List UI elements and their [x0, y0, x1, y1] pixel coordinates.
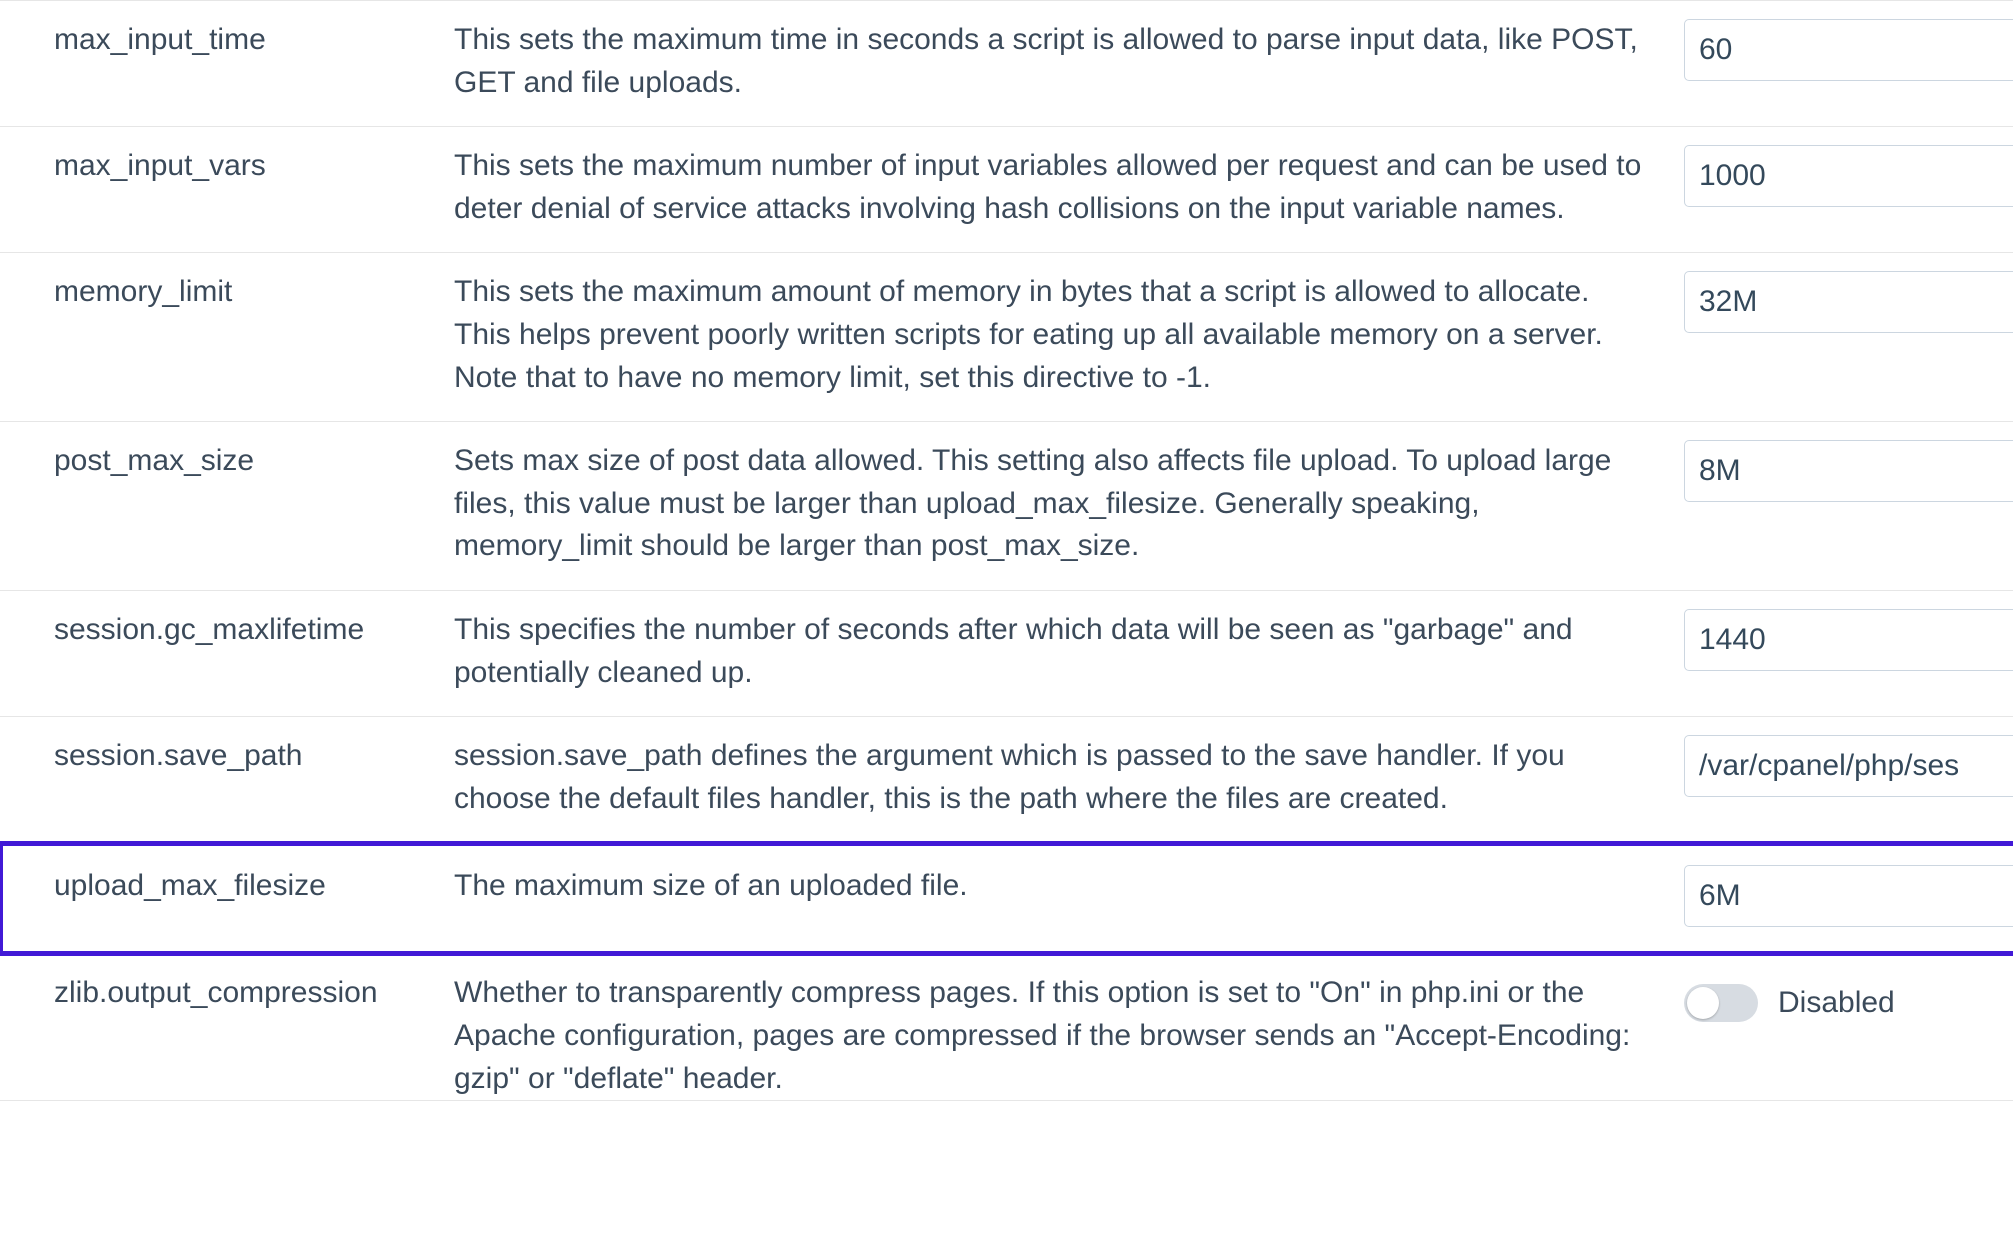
- directive-name-cell: [0, 422, 454, 591]
- table-row: [0, 422, 2013, 591]
- table-row: [0, 590, 2013, 716]
- directive-value-cell: [1684, 422, 2013, 591]
- directive-name: zlib.output_compression: [54, 976, 378, 1010]
- directive-name-cell: [0, 717, 454, 843]
- directive-value-cell: [1684, 954, 2013, 1101]
- directive-name: post_max_size: [54, 444, 255, 478]
- directive-value-cell: [1684, 717, 2013, 843]
- directive-name: session.save_path: [54, 739, 303, 773]
- table-row: [0, 253, 2013, 422]
- directive-description-cell: [454, 253, 1684, 422]
- directive-name-cell: [0, 843, 454, 954]
- directive-description: Whether to transparently compress pages. If this option is set to "On" in php.ini or the Apache configuration, pages are compressed if the browser sends an "Accept-Encoding: gzip" or "deflate" header.: [454, 976, 1631, 1095]
- directive-description-cell: [454, 1, 1684, 127]
- memory-limit-input[interactable]: 32M: [1684, 271, 2013, 333]
- directive-name: session.gc_maxlifetime: [54, 612, 365, 646]
- max-input-time-input[interactable]: 60: [1684, 19, 2013, 81]
- directive-value-cell: [1684, 1, 2013, 127]
- directive-description: This sets the maximum time in seconds a script is allowed to parse input data, like POST, GET and file uploads.: [454, 23, 1638, 99]
- directive-description: This sets the maximum number of input variables allowed per request and can be used to deter denial of service attacks involving hash collisions on the input variable names.: [454, 149, 1642, 225]
- table-row: [0, 954, 2013, 1101]
- toggle-knob-icon: [1687, 987, 1719, 1019]
- directive-description-cell: [454, 717, 1684, 843]
- table-row: [0, 717, 2013, 843]
- table-row: [0, 1, 2013, 127]
- directive-name-cell: [0, 954, 454, 1101]
- directive-name-cell: [0, 1, 454, 127]
- directive-name: memory_limit: [54, 275, 233, 309]
- directive-description: Sets max size of post data allowed. This setting also affects file upload. To upload large files, this value must be larger than upload_max_filesize. Generally speaking, memory_limit should be larger than post_max_size.: [454, 444, 1612, 563]
- directive-name: max_input_time: [54, 23, 266, 56]
- directive-name-cell: [0, 127, 454, 253]
- toggle-state-label: Disabled: [1778, 986, 1895, 1020]
- directive-value-cell: [1684, 590, 2013, 716]
- directive-description-cell: [454, 127, 1684, 253]
- session-gc-maxlifetime-input[interactable]: 1440: [1684, 609, 2013, 671]
- directive-description-cell: [454, 422, 1684, 591]
- directive-value-cell: [1684, 843, 2013, 954]
- directive-name: max_input_vars: [54, 149, 266, 183]
- table-row-highlighted: [0, 843, 2013, 954]
- directive-value-cell: [1684, 127, 2013, 253]
- table-body: [0, 1, 2013, 1101]
- directive-description-cell: [454, 590, 1684, 716]
- zlib-output-compression-toggle[interactable]: [1684, 984, 1758, 1022]
- max-input-vars-input[interactable]: 1000: [1684, 145, 2013, 207]
- directive-name: upload_max_filesize: [54, 869, 326, 903]
- table-row: [0, 127, 2013, 253]
- directive-description: This sets the maximum amount of memory in bytes that a script is allowed to allocate. This helps prevent poorly written scripts for eating up all available memory on a server. Note that to have no memory limit, set this directive to -1.: [454, 275, 1603, 394]
- directive-value-cell: [1684, 253, 2013, 422]
- directive-description-cell: [454, 954, 1684, 1101]
- directive-description: The maximum size of an uploaded file.: [454, 869, 968, 903]
- directive-name-cell: [0, 590, 454, 716]
- zlib-output-compression-toggle-group: [1684, 972, 2013, 1034]
- session-save-path-input[interactable]: /var/cpanel/php/ses: [1684, 735, 2013, 797]
- upload-max-filesize-input[interactable]: 6M: [1684, 865, 2013, 927]
- directive-description: This specifies the number of seconds after which data will be seen as "garbage" and potentially cleaned up.: [454, 612, 1573, 689]
- directive-description-cell: [454, 843, 1684, 954]
- directive-name-cell: [0, 253, 454, 422]
- post-max-size-input[interactable]: 8M: [1684, 440, 2013, 502]
- directive-description: session.save_path defines the argument which is passed to the save handler. If you choose the default files handler, this is the path where the files are created.: [454, 739, 1565, 815]
